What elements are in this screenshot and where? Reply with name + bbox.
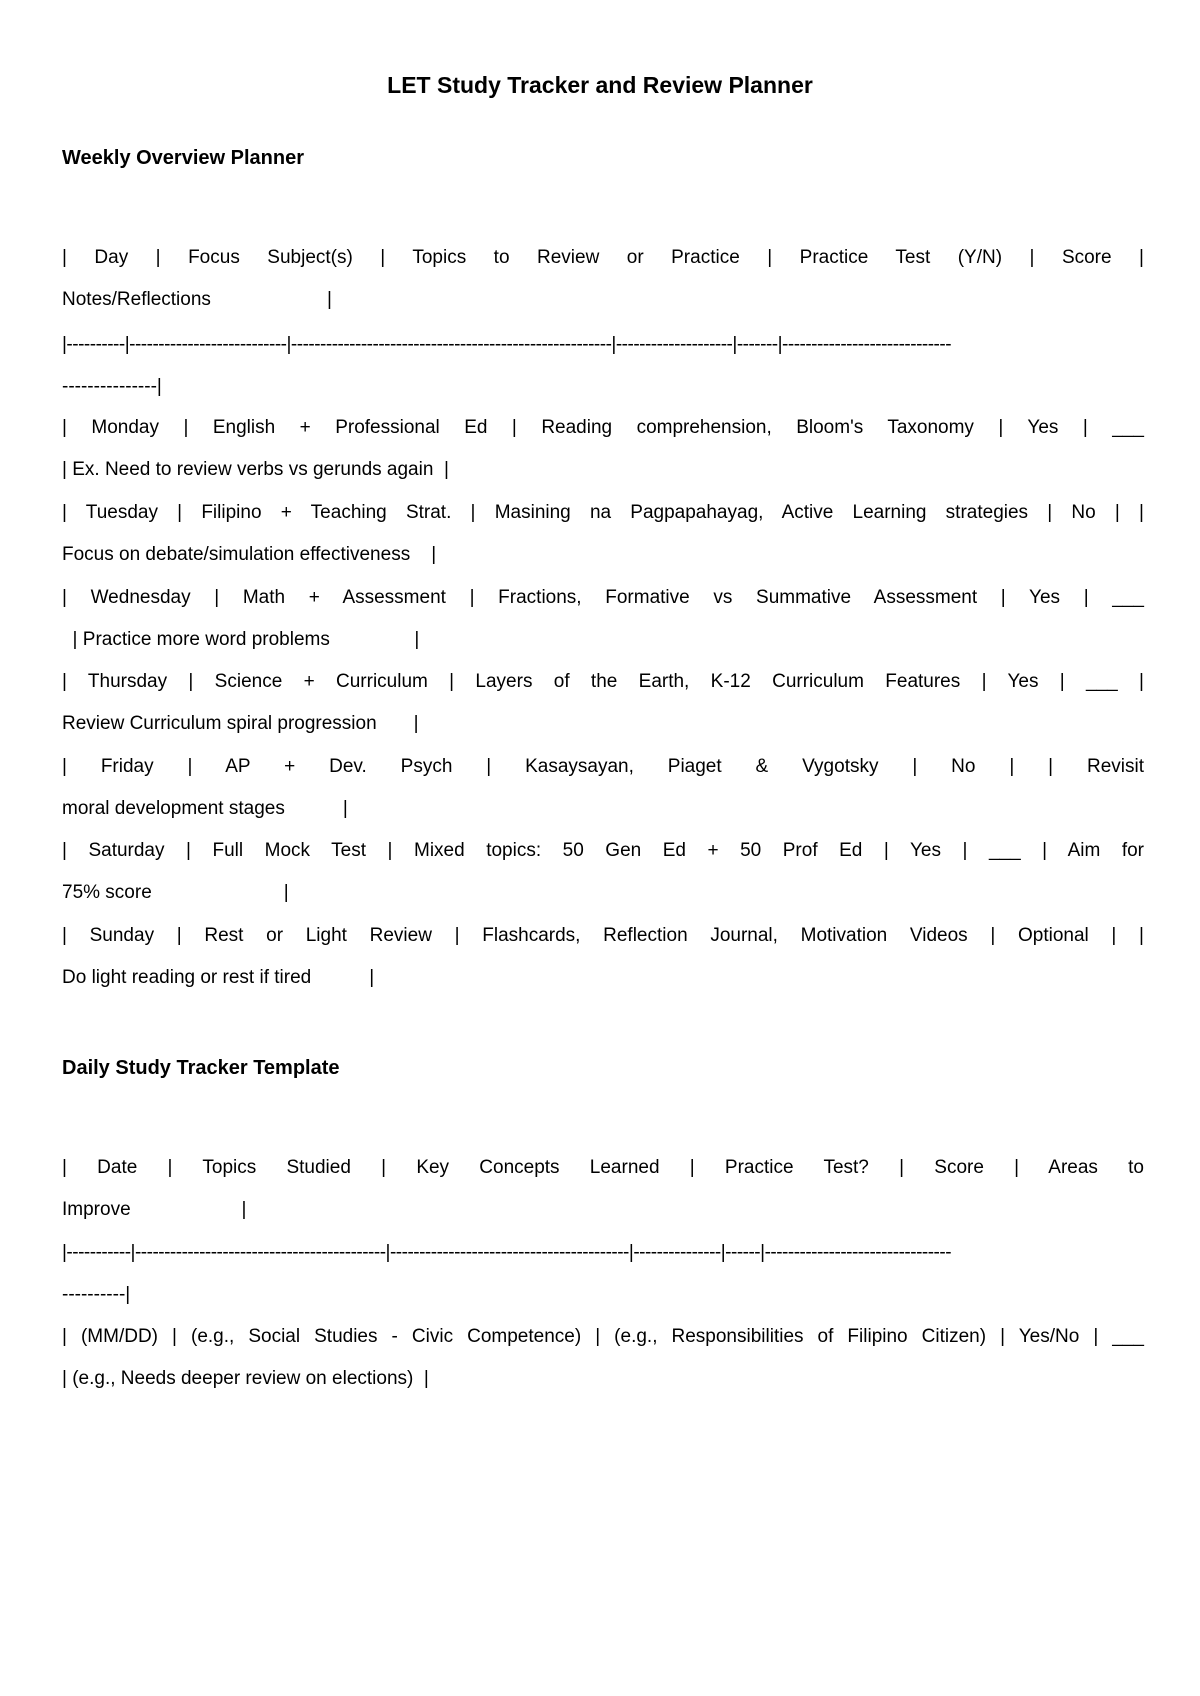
daily-separator-line-1: |-----------|-------------------------------------------|-----------------------------------------|---------------|------|--------------------------------: [62, 1242, 952, 1263]
daily-header-line-2: Improve |: [62, 1199, 247, 1220]
daily-row-template-line-1: | (MM/DD) | (e.g., Social Studies - Civic Competence) | (e.g., Responsibilities of Filipino Citizen) | Yes/No | ___: [62, 1326, 1144, 1347]
weekly-row-wednesday-line-1: | Wednesday | Math + Assessment | Fractions, Formative vs Summative Assessment | Yes | ___: [62, 587, 1144, 608]
weekly-row-monday-line-2: | Ex. Need to review verbs vs gerunds again |: [62, 459, 449, 480]
weekly-separator-line-1: |----------|---------------------------|-------------------------------------------------------|--------------------|-------|-----------------------------: [62, 334, 952, 355]
weekly-separator-line-2: ---------------|: [62, 376, 162, 397]
weekly-row-sunday-line-2: Do light reading or rest if tired |: [62, 967, 375, 988]
daily-header-line-1: | Date | Topics Studied | Key Concepts Learned | Practice Test? | Score | Areas to: [62, 1157, 1144, 1178]
daily-separator-line-2: ----------|: [62, 1284, 131, 1305]
weekly-row-friday-line-1: | Friday | AP + Dev. Psych | Kasaysayan, Piaget & Vygotsky | No | | Revisit: [62, 756, 1144, 777]
daily-row-template-line-2: | (e.g., Needs deeper review on elections) |: [62, 1368, 429, 1389]
weekly-row-wednesday-line-2: | Practice more word problems |: [62, 629, 420, 650]
daily-tracker-heading: Daily Study Tracker Template: [62, 1057, 340, 1079]
weekly-row-thursday-line-2: Review Curriculum spiral progression |: [62, 713, 419, 734]
weekly-row-tuesday-line-2: Focus on debate/simulation effectiveness |: [62, 544, 437, 565]
weekly-header-line-1: | Day | Focus Subject(s) | Topics to Review or Practice | Practice Test (Y/N) | Score |: [62, 247, 1144, 268]
weekly-row-sunday-line-1: | Sunday | Rest or Light Review | Flashcards, Reflection Journal, Motivation Videos | Optional | |: [62, 925, 1144, 946]
weekly-row-saturday-line-1: | Saturday | Full Mock Test | Mixed topics: 50 Gen Ed + 50 Prof Ed | Yes | ___ | Aim for: [62, 840, 1144, 861]
weekly-row-saturday-line-2: 75% score |: [62, 882, 289, 903]
document-title: LET Study Tracker and Review Planner: [387, 72, 813, 98]
weekly-row-tuesday-line-1: | Tuesday | Filipino + Teaching Strat. | Masining na Pagpapahayag, Active Learning strategies | No | |: [62, 502, 1144, 523]
weekly-header-line-2: Notes/Reflections |: [62, 289, 332, 310]
weekly-row-monday-line-1: | Monday | English + Professional Ed | Reading comprehension, Bloom's Taxonomy | Yes | ___: [62, 417, 1144, 438]
weekly-row-friday-line-2: moral development stages |: [62, 798, 348, 819]
weekly-row-thursday-line-1: | Thursday | Science + Curriculum | Layers of the Earth, K-12 Curriculum Features | Yes | ___ |: [62, 671, 1144, 692]
weekly-planner-heading: Weekly Overview Planner: [62, 147, 304, 169]
